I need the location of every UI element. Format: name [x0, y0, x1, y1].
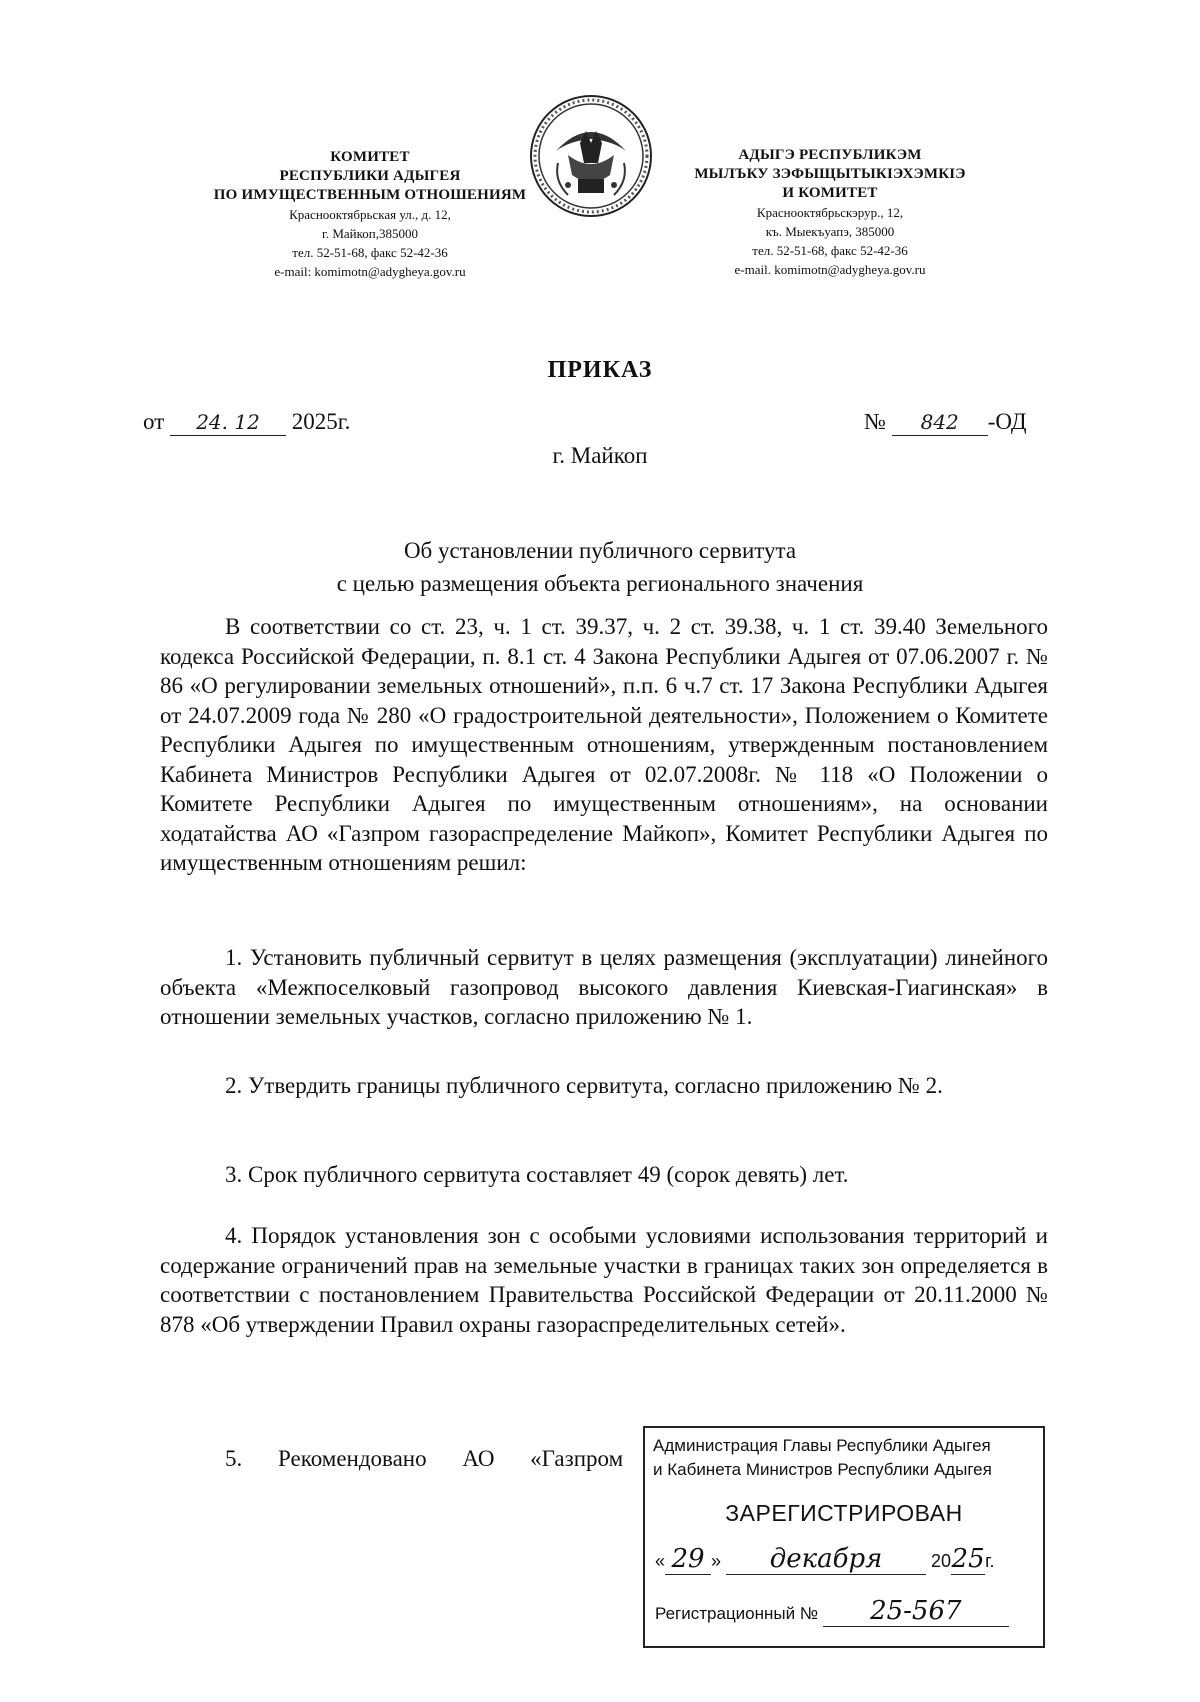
item-1-text: 1. Установить публичный сервитут в целях размещения (эксплуатации) линейного объекта «Межпоселковый газопровод высокого давления Киевская-Гиагинская» в отношении земельных участков, согласно приложению № 1.	[160, 945, 1048, 1029]
stamp-reg-field	[823, 1596, 1009, 1627]
item-5-text: 5. Рекомендовано АО «Газпром	[225, 1446, 624, 1471]
stamp-org-line2: и Кабинета Министров Республики Адыгея	[653, 1460, 992, 1479]
committee-name-adyghe-line3: И КОМИТЕТ	[782, 185, 878, 201]
preamble-text: В соответствии со ст. 23, ч. 1 ст. 39.37, ч. 2 ст. 39.38, ч. 1 ст. 39.40 Земельного кодекса Российской Федерации, п. 8.1 ст. 4 Закона Республики Адыгея от 07.06.2007 г. № 86 «О регулировании земельных отношений», п.п. 6 ч.7 ст. 17 Закона Республики Адыгея от 24.07.2009 года № 280 «О градостроительной деятельности», Положением о Комитете Республики Адыгея по имущественным отношениям, утвержденным постановлением Кабинета Министров Республики Адыгея от 02.07.2008г. № 118 «О Положении о Комитете Республики Адыгея по имущественным отношениям», на основании ходатайства АО «Газпром газораспределение Майкоп», Комитет Республики Адыгея по имущественным отношениям решил:	[160, 614, 1048, 875]
item-2-text: 2. Утвердить границы публичного сервитута, согласно приложению № 2.	[225, 1073, 943, 1098]
item-3-text: 3. Срок публичного сервитута составляет 49 (сорок девять) лет.	[225, 1162, 849, 1187]
committee-name-line1: КОМИТЕТ	[330, 149, 410, 165]
order-date	[143, 409, 350, 436]
committee-name-adyghe-line2: МЫЛЪКУ ЗЭФЫЩЫТЫКІЭХЭМКІЭ	[694, 166, 966, 182]
committee-name-adyghe-line1: АДЫГЭ РЕСПУБЛИКЭМ	[738, 147, 922, 163]
from-label: от	[143, 409, 165, 434]
item-1-paragraph	[160, 943, 1048, 1032]
number-suffix: -ОД	[987, 409, 1027, 434]
committee-name-line2: РЕСПУБЛИКИ АДЫГЕЯ	[279, 168, 461, 184]
header-left-block	[205, 148, 535, 281]
handwritten-number: 842	[920, 410, 959, 434]
registration-stamp	[643, 1426, 1045, 1648]
committee-name-line3: ПО ИМУЩЕСТВЕННЫМ ОТНОШЕНИЯМ	[213, 187, 527, 203]
stamp-year-suffix: 25	[951, 1544, 985, 1574]
number-label: №	[864, 409, 886, 434]
stamp-year-prefix: 20	[931, 1551, 952, 1571]
item-4-paragraph	[160, 1221, 1048, 1339]
stamp-organization	[653, 1434, 992, 1482]
number-field	[892, 409, 988, 436]
republic-of-adygea-coat-of-arms-icon	[528, 93, 654, 219]
stamp-month-field	[726, 1544, 926, 1575]
item-5-paragraph	[160, 1444, 660, 1474]
stamp-month: декабря	[769, 1544, 883, 1574]
preamble-paragraph	[160, 612, 1048, 878]
email: e-mail: komimotn@adygheya.gov.ru	[274, 264, 466, 279]
stamp-date: « 29 » декабря 2025г.	[655, 1544, 995, 1574]
date-field	[170, 409, 286, 436]
order-city: г. Майкоп	[552, 443, 648, 468]
handwritten-date: 24. 12	[196, 410, 260, 434]
address-adyghe: Краснооктябрьскэрур., 12,	[756, 205, 904, 220]
document-title: ПРИКАЗ	[547, 357, 653, 383]
order-subject	[0, 534, 1200, 600]
subject-line2: с целью размещения объекта регионального значения	[336, 571, 864, 596]
stamp-org-line1: Администрация Главы Республики Адыгея	[653, 1436, 991, 1455]
stamp-reg-label: Регистрационный №	[655, 1604, 819, 1623]
stamp-status: ЗАРЕГИСТРИРОВАН	[725, 1500, 963, 1526]
header-right-block	[665, 146, 995, 279]
stamp-day: 29	[671, 1544, 705, 1574]
item-2-paragraph	[160, 1071, 1048, 1101]
city-postcode: г. Майкоп,385000	[321, 226, 418, 241]
address: Краснооктябрьская ул., д. 12,	[289, 207, 451, 222]
subject-line1: Об установлении публичного сервитута	[403, 538, 797, 563]
order-year: 2025г.	[291, 409, 351, 434]
stamp-year-field	[951, 1544, 985, 1575]
item-4-text: 4. Порядок установления зон с особыми условиями использования территорий и содержание ограничений прав на земельные участки в границах таких зон определяется в соответствии с постановлением Правительства Российской Федерации от 20.11.2000 № 878 «Об утверждении Правил охраны газораспределительных сетей».	[160, 1223, 1048, 1337]
item-3-paragraph	[160, 1160, 1048, 1190]
phone-fax-adyghe: тел. 52-51-68, факс 52-42-36	[752, 243, 908, 258]
stamp-reg-number: 25-567	[870, 1596, 962, 1626]
city-postcode-adyghe: къ. Мыекъуапэ, 385000	[765, 224, 895, 239]
stamp-year-unit: г.	[985, 1551, 995, 1571]
stamp-registration-number	[655, 1596, 1009, 1627]
phone-fax: тел. 52-51-68, факс 52-42-36	[292, 245, 448, 260]
email-adyghe: e-mail. komimotn@adygheya.gov.ru	[734, 262, 926, 277]
stamp-day-field	[665, 1544, 711, 1575]
order-number	[864, 409, 1027, 436]
